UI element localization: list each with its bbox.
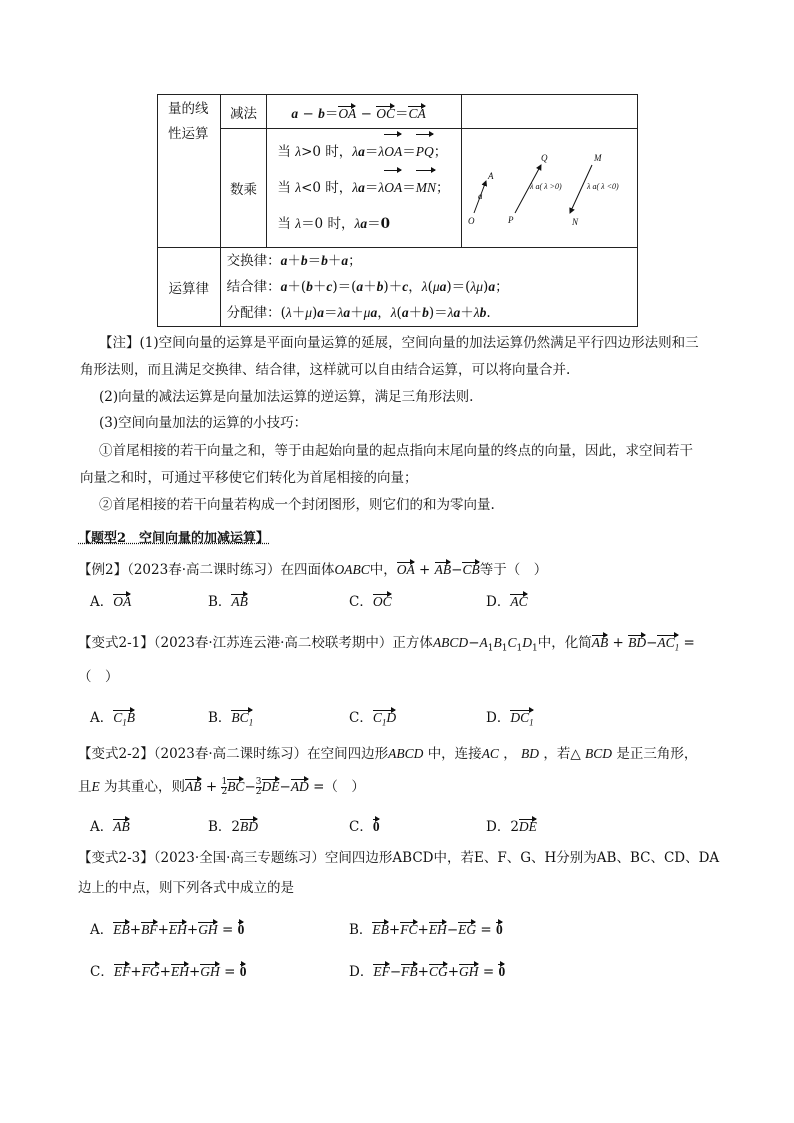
vector-diagram bbox=[462, 129, 637, 243]
note-2: (2)向量的减法运算是向量加法运算的逆运算，满足三角形法则. bbox=[99, 389, 474, 405]
label-o: O bbox=[467, 216, 475, 226]
note-5: ②首尾相接的若干向量若构成一个封闭图形，则它们的和为零向量. bbox=[99, 497, 495, 513]
label-n: N bbox=[571, 217, 578, 227]
scalar-mult-label: 数乘 bbox=[220, 129, 267, 248]
note-4: ①首尾相接的若干向量之和，等于由起始向量的起点指向末尾向量的终点的向量，因此，求空间若干 bbox=[99, 443, 693, 459]
label-lambda-neg: λ a( λ <0) bbox=[586, 182, 619, 191]
variant-2-1-option-a[interactable]: A．$C_1B$ bbox=[90, 710, 136, 728]
variant-2-2-option-a[interactable]: A．AB bbox=[90, 819, 130, 835]
note-1: 【注】(1)空间向量的运算是平面向量运算的延展，空间向量的加法运算仍然满足平行四边形法则和三 bbox=[99, 335, 699, 351]
subtraction-figure-cell bbox=[461, 95, 637, 129]
note-1-cont: 角形法则，而且满足交换律、结合律，这样就可以自由结合运算，可以将向量合并. bbox=[80, 362, 571, 378]
variant-2-2-option-c[interactable]: C．0 bbox=[349, 819, 380, 835]
scalar-mult-figure bbox=[461, 129, 637, 248]
label-m: M bbox=[593, 153, 602, 163]
variant-2-2-question: 【变式2-2】（2023春·高二课时练习）在空间四边形ABCD 中，连接AC ， BD ，若△ BCD 是正三角形， bbox=[78, 746, 698, 762]
subtraction-formula: a − b＝OA − OC＝CA bbox=[267, 95, 462, 129]
variant-2-1-question: 【变式2-1】（2023春·江苏连云港·高二校联考期中）正方体$ABCD-A_1B_1C_1D_1$中，化简AB + $BD-AC_1$ = bbox=[78, 635, 695, 654]
variant-2-3-option-b[interactable]: B．EB+FC+EH−EG = 0 bbox=[349, 922, 503, 938]
variant-2-3-option-a[interactable]: A．EB+BF+EH+GH = 0 bbox=[90, 922, 245, 938]
variant-2-3-question-cont: 边上的中点，则下列各式中成立的是 bbox=[78, 880, 294, 896]
variant-2-2-option-b[interactable]: B．2BD bbox=[208, 819, 259, 835]
label-a-vector: a bbox=[477, 191, 483, 201]
example-2-option-c[interactable]: C．OC bbox=[349, 594, 392, 610]
linear-ops-cell: 量的线 性运算 bbox=[158, 95, 221, 248]
label-p: P bbox=[507, 215, 514, 225]
example-2-option-b[interactable]: B．AB bbox=[208, 594, 248, 610]
subtraction-label: 减法 bbox=[220, 95, 267, 129]
variant-2-3-option-c[interactable]: C．EF+FG+EH+GH = 0 bbox=[90, 964, 247, 980]
scalar-mult-rules: 当 λ>0 时，λa＝λOA＝PQ； 当 λ<0 时，λa＝λOA＝MN； 当 λ＝0 时，λa＝0 bbox=[267, 129, 462, 248]
variant-2-2-option-d[interactable]: D．2DE bbox=[486, 819, 537, 835]
variant-2-1-option-d[interactable]: D．$DC_1$ bbox=[486, 710, 534, 728]
variant-2-3-option-d[interactable]: D．EF−FB+CG+GH = 0 bbox=[349, 964, 506, 980]
note-3: (3)空间向量加法的运算的小技巧： bbox=[99, 415, 308, 431]
variant-2-1-option-b[interactable]: B．$BC_1$ bbox=[208, 710, 254, 728]
example-2-question: 【例2】（2023春·高二课时练习）在四面体OABC中，OA + AB−CB等于（ ） bbox=[78, 562, 548, 578]
example-2-option-d[interactable]: D．AC bbox=[486, 594, 528, 610]
section-title: 【题型2 空间向量的加减运算】 bbox=[78, 531, 270, 546]
label-a-point: A bbox=[487, 171, 494, 181]
note-4-cont: 向量之和时，可通过平移使它们转化为首尾相接的向量； bbox=[80, 470, 418, 486]
label-lambda-pos: λ a( λ >0) bbox=[529, 182, 562, 191]
variant-2-2-question-cont: 且E 为其重心，则AB + $\frac{1}{2}$ BC− $\frac{3}{2}$ DE−AD =（ ） bbox=[78, 777, 365, 797]
label-q: Q bbox=[540, 153, 548, 163]
variant-2-1-option-c[interactable]: C．$C_1D$ bbox=[349, 710, 397, 728]
vector-operations-table bbox=[157, 94, 638, 327]
example-2-option-a[interactable]: A．OA bbox=[90, 594, 132, 610]
laws-content: 交换律：a＋b＝b＋a； 结合律：a＋(b＋c)＝(a＋b)＋c，λ(μa)＝(λμ)a； 分配律：(λ＋μ)a＝λa＋μa，λ(a＋b)＝λa＋λb. bbox=[220, 248, 637, 327]
laws-label: 运算律 bbox=[158, 248, 221, 327]
variant-2-1-paren: （ ） bbox=[78, 669, 119, 685]
variant-2-3-question: 【变式2-3】（2023·全国·高三专题练习）空间四边形ABCD中，若E、F、G、H分别为AB、BC、CD、DA bbox=[78, 850, 720, 866]
